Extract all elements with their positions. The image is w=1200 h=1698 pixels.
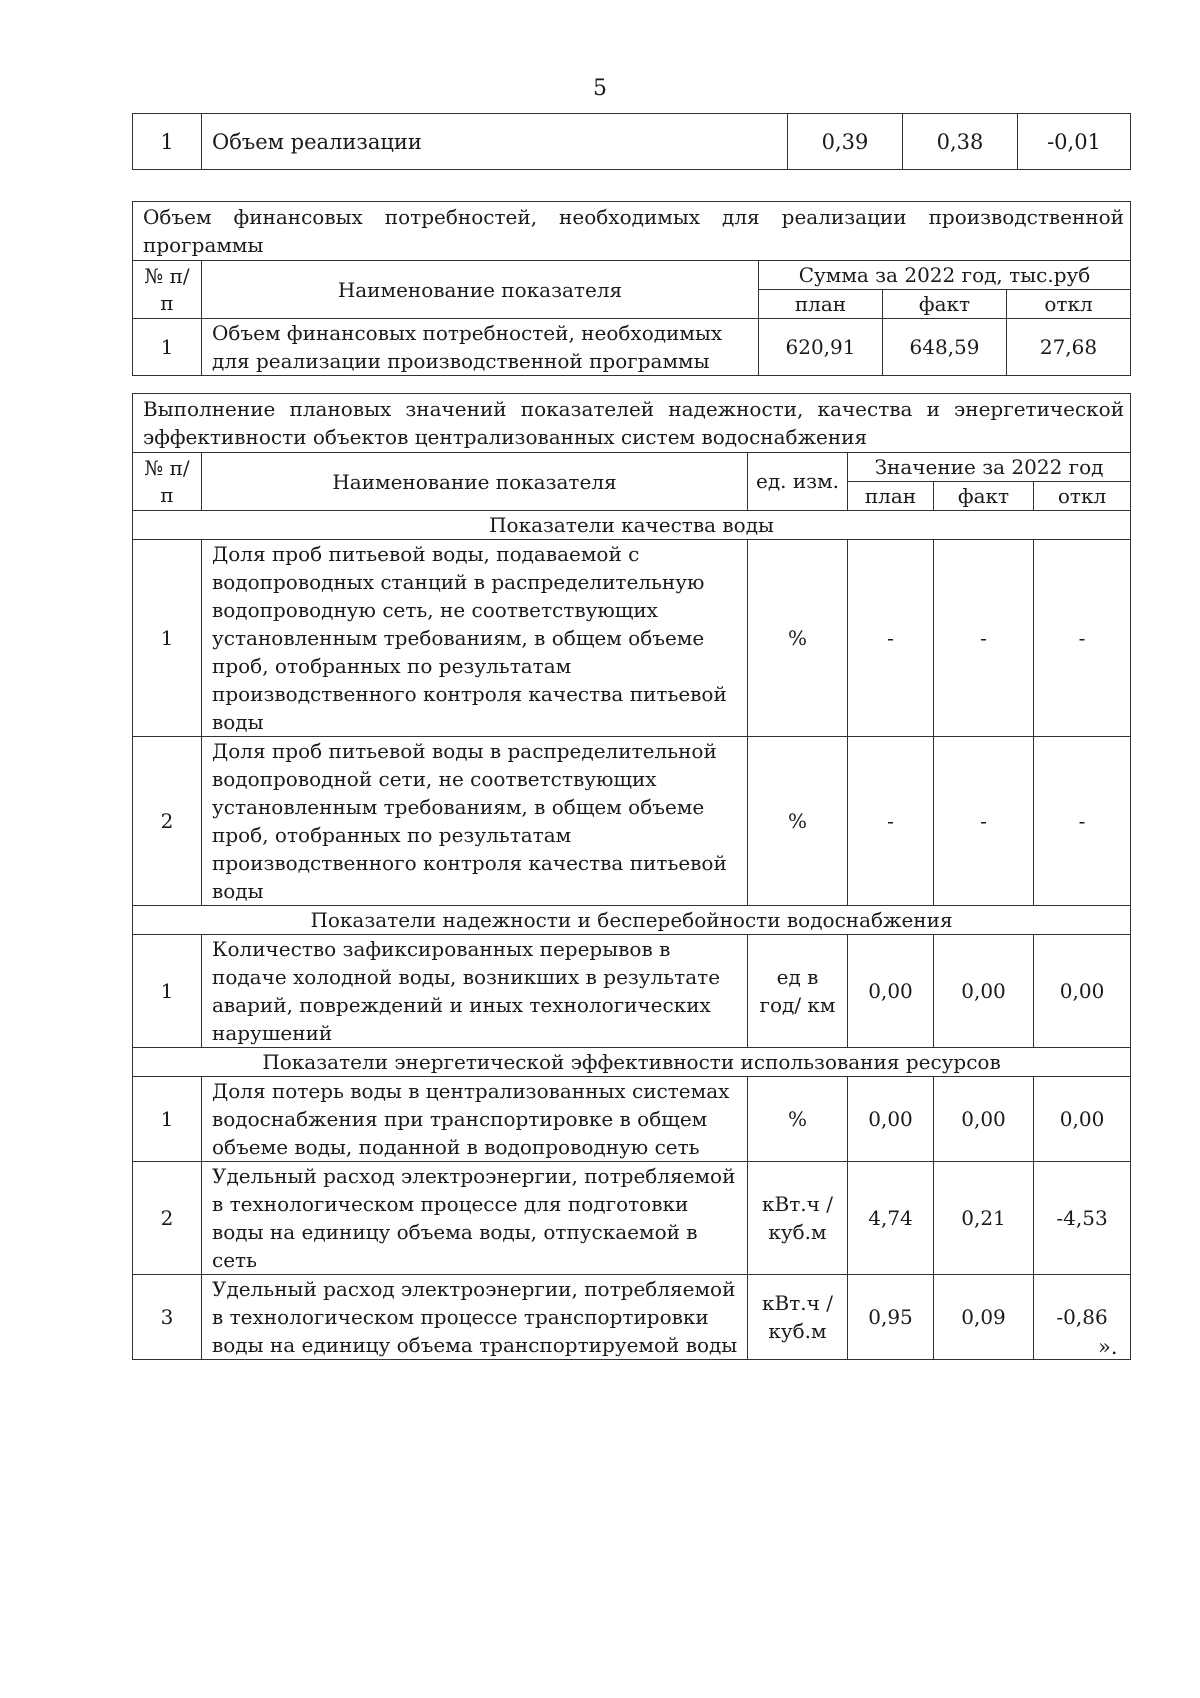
indicator-name: Удельный расход электроэнергии, потребляемой в технологическом процессе для подготовки воды на единицу объема воды, отпускаемой в сеть: [202, 1162, 748, 1275]
closing-quote: ».: [1098, 1335, 1118, 1359]
indicator-name: Количество зафиксированных перерывов в подаче холодной воды, возникших в результате аварий, повреждений и иных технологических нарушений: [202, 935, 748, 1048]
table-title-row: [133, 202, 1131, 261]
deviation-value: 0,00: [1034, 935, 1131, 1048]
col-fact-header: факт: [883, 290, 1007, 319]
col-name-header: Наименование показателя: [202, 453, 748, 511]
fact-value: 0,00: [934, 935, 1034, 1048]
plan-value: -: [848, 737, 934, 906]
table-title: Выполнение плановых значений показателей надежности, качества и энергетической эффективности объектов централизованных систем водоснабжения: [133, 394, 1131, 453]
deviation-value: -0,01: [1018, 114, 1131, 170]
col-sum-header: Сумма за 2022 год, тыс.руб: [759, 261, 1131, 290]
table-title-row: [133, 394, 1131, 453]
row-number: 1: [133, 540, 202, 737]
table-row: [133, 114, 1131, 170]
indicator-name: Объем реализации: [202, 114, 788, 170]
plan-value: -: [848, 540, 934, 737]
unit-value: кВт.ч / куб.м: [748, 1162, 848, 1275]
unit-value: %: [748, 540, 848, 737]
table-row: [133, 1275, 1131, 1360]
col-number-header: № п/п: [133, 453, 202, 511]
fact-value: -: [934, 737, 1034, 906]
row-number: 2: [133, 737, 202, 906]
fact-value: 0,21: [934, 1162, 1034, 1275]
unit-value: ед в год/ км: [748, 935, 848, 1048]
col-name-header: Наименование показателя: [202, 261, 759, 319]
col-plan-header: план: [759, 290, 883, 319]
table-title: Объем финансовых потребностей, необходимых для реализации производственной программы: [133, 202, 1131, 261]
fact-value: 0,00: [934, 1077, 1034, 1162]
section-header-row: [133, 906, 1131, 935]
col-value-header: Значение за 2022 год: [848, 453, 1131, 482]
plan-value: 0,00: [848, 1077, 934, 1162]
plan-value: 4,74: [848, 1162, 934, 1275]
header-row: [133, 261, 1131, 290]
deviation-value: -4,53: [1034, 1162, 1131, 1275]
performance-indicators-table: [132, 393, 1131, 1360]
col-number-header: № п/п: [133, 261, 202, 319]
plan-value: 620,91: [759, 319, 883, 376]
table-row: [133, 1077, 1131, 1162]
indicator-name: Доля проб питьевой воды, подаваемой с водопроводных станций в распределительную водопроводную сеть, не соответствующих установленным требованиям, в общем объеме проб, отобранных по результатам производственного контроля качества питьевой воды: [202, 540, 748, 737]
deviation-value: 27,68: [1007, 319, 1131, 376]
indicator-name: Удельный расход электроэнергии, потребляемой в технологическом процессе транспортировки воды на единицу объема транспортируемой воды: [202, 1275, 748, 1360]
section-title: Показатели качества воды: [133, 511, 1131, 540]
row-number: 3: [133, 1275, 202, 1360]
fact-value: -: [934, 540, 1034, 737]
row-number: 1: [133, 114, 202, 170]
financial-needs-table: [132, 201, 1131, 376]
col-plan-header: план: [848, 482, 934, 511]
section-title: Показатели энергетической эффективности использования ресурсов: [133, 1048, 1131, 1077]
header-row: [133, 453, 1131, 482]
col-deviation-header: откл: [1034, 482, 1131, 511]
col-deviation-header: откл: [1007, 290, 1131, 319]
row-number: 1: [133, 319, 202, 376]
deviation-value: 0,00: [1034, 1077, 1131, 1162]
fact-value: 0,38: [903, 114, 1018, 170]
plan-value: 0,00: [848, 935, 934, 1048]
row-number: 2: [133, 1162, 202, 1275]
row-number: 1: [133, 935, 202, 1048]
sales-volume-table: [132, 113, 1131, 170]
unit-value: кВт.ч / куб.м: [748, 1275, 848, 1360]
table-row: [133, 319, 1131, 376]
indicator-name: Доля проб питьевой воды в распределительной водопроводной сети, не соответствующих установленным требованиям, в общем объеме проб, отобранных по результатам производственного контроля качества питьевой воды: [202, 737, 748, 906]
page-number: 5: [593, 76, 607, 101]
col-unit-header: ед. изм.: [748, 453, 848, 511]
row-number: 1: [133, 1077, 202, 1162]
table-row: [133, 540, 1131, 737]
col-fact-header: факт: [934, 482, 1034, 511]
plan-value: 0,95: [848, 1275, 934, 1360]
fact-value: 0,09: [934, 1275, 1034, 1360]
indicator-name: Доля потерь воды в централизованных системах водоснабжения при транспортировке в общем объеме воды, поданной в водопроводную сеть: [202, 1077, 748, 1162]
unit-value: %: [748, 1077, 848, 1162]
section-header-row: [133, 1048, 1131, 1077]
table-row: [133, 935, 1131, 1048]
section-header-row: [133, 511, 1131, 540]
fact-value: 648,59: [883, 319, 1007, 376]
deviation-value: -: [1034, 540, 1131, 737]
table-row: [133, 737, 1131, 906]
section-title: Показатели надежности и бесперебойности водоснабжения: [133, 906, 1131, 935]
deviation-value: -0,86: [1034, 1275, 1131, 1360]
table-row: [133, 1162, 1131, 1275]
unit-value: %: [748, 737, 848, 906]
deviation-value: -: [1034, 737, 1131, 906]
indicator-name: Объем финансовых потребностей, необходимых для реализации производственной программы: [202, 319, 759, 376]
plan-value: 0,39: [788, 114, 903, 170]
